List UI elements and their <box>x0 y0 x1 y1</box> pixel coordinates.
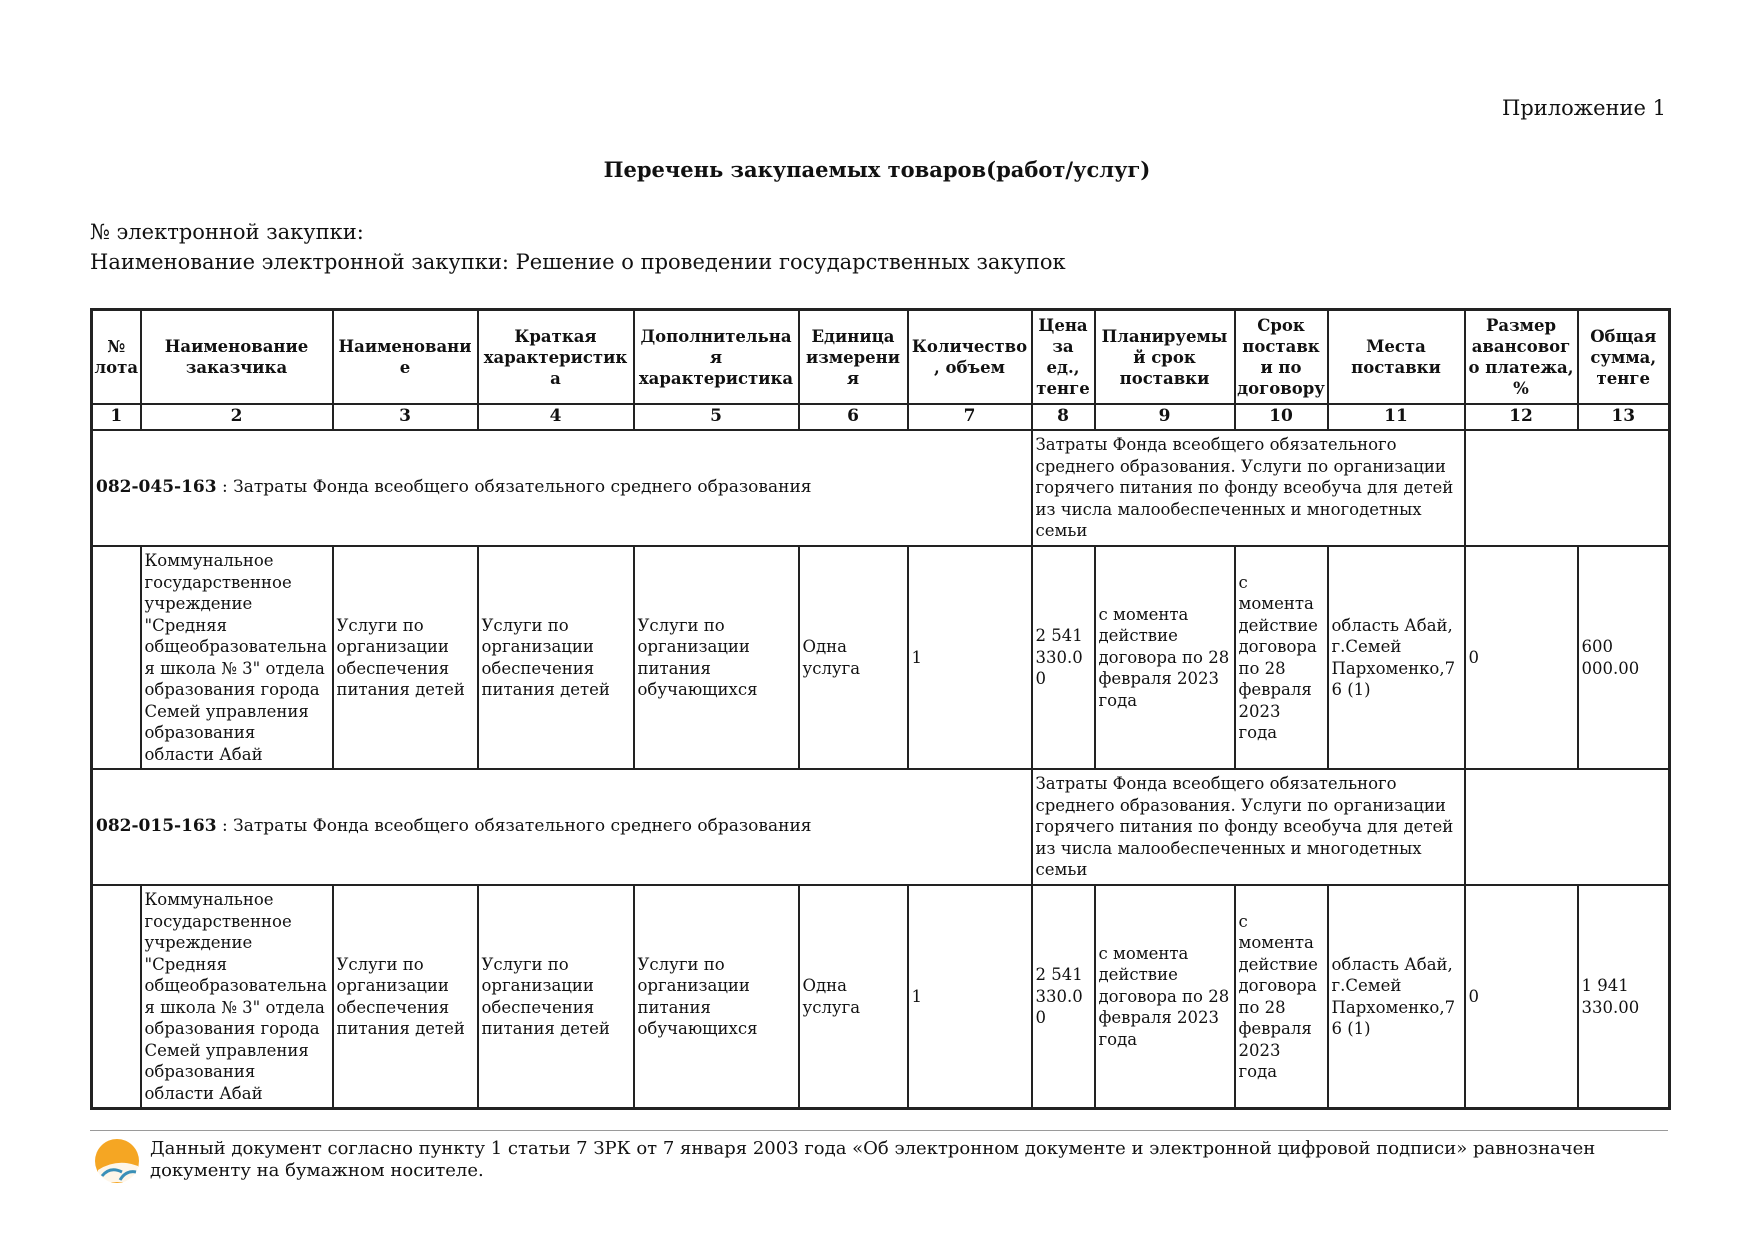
table-row <box>92 885 1670 1109</box>
header-contract-term: Срок поставки по договору <box>1235 310 1328 405</box>
procurement-name-line: Наименование электронной закупки: Решение о проведении государственных закупок <box>90 250 1066 274</box>
cell-short-characteristic: Услуги по организации обеспечения питания детей <box>478 546 634 769</box>
header-extra-characteristic: Дополнительная характеристика <box>634 310 799 405</box>
cell-planned-term: с момента действие договора по 28 февраля 2023 года <box>1095 546 1235 769</box>
budget-group-empty <box>1465 769 1670 885</box>
table-header-row <box>92 310 1670 405</box>
column-number: 2 <box>141 404 333 430</box>
cell-quantity: 1 <box>908 885 1032 1109</box>
header-item-name: Наименование <box>333 310 478 405</box>
cell-customer-name: Коммунальное государственное учреждение "Средняя общеобразовательная школа № 3" отдела образования города Семей управления образования области Абай <box>141 885 333 1109</box>
egov-sun-logo-icon <box>92 1136 142 1186</box>
column-number: 11 <box>1328 404 1465 430</box>
column-number: 12 <box>1465 404 1578 430</box>
column-number: 4 <box>478 404 634 430</box>
cell-unit: Одна услуга <box>799 885 908 1109</box>
cell-planned-term: с момента действие договора по 28 февраля 2023 года <box>1095 885 1235 1109</box>
budget-group-description: : Затраты Фонда всеобщего обязательного среднего образования <box>216 477 812 498</box>
column-number: 1 <box>92 404 141 430</box>
cell-extra-characteristic: Услуги по организации питания обучающихся <box>634 885 799 1109</box>
cell-total-amount: 1 941 330.00 <box>1578 885 1670 1109</box>
budget-group-label <box>92 430 1032 546</box>
footer-divider <box>90 1130 1668 1131</box>
column-number: 10 <box>1235 404 1328 430</box>
header-unit: Единица измерения <box>799 310 908 405</box>
header-unit-price: Цена за ед., тенге <box>1032 310 1095 405</box>
appendix-label: Приложение 1 <box>1502 96 1666 120</box>
table-row <box>92 546 1670 769</box>
budget-group-label <box>92 769 1032 885</box>
header-delivery-place: Места поставки <box>1328 310 1465 405</box>
header-total-amount: Общая сумма, тенге <box>1578 310 1670 405</box>
cell-customer-name: Коммунальное государственное учреждение "Средняя общеобразовательная школа № 3" отдела образования города Семей управления образования области Абай <box>141 546 333 769</box>
footer-legal-notice: Данный документ согласно пункту 1 статьи 7 ЗРК от 7 января 2003 года «Об электронном документе и электронной цифровой подписи» равнозначен документу на бумажном носителе. <box>150 1138 1596 1181</box>
procurement-number-label: № электронной закупки: <box>90 220 364 244</box>
cell-contract-term: с момента действие договора по 28 февраля 2023 года <box>1235 885 1328 1109</box>
cell-delivery-place: область Абай, г.Семей Пархоменко,76 (1) <box>1328 885 1465 1109</box>
budget-group-note: Затраты Фонда всеобщего обязательного среднего образования. Услуги по организации горячего питания по фонду всеобуча для детей из числа малообеспеченных и многодетных семьи <box>1032 430 1465 546</box>
header-short-characteristic: Краткая характеристика <box>478 310 634 405</box>
header-quantity: Количество, объем <box>908 310 1032 405</box>
cell-unit: Одна услуга <box>799 546 908 769</box>
header-lot-number: № лота <box>92 310 141 405</box>
column-number: 7 <box>908 404 1032 430</box>
budget-group-code: 082-015-163 <box>96 816 217 837</box>
budget-group-note: Затраты Фонда всеобщего обязательного среднего образования. Услуги по организации горячего питания по фонду всеобуча для детей из числа малообеспеченных и многодетных семьи <box>1032 769 1465 885</box>
cell-contract-term: с момента действие договора по 28 февраля 2023 года <box>1235 546 1328 769</box>
procurement-items-table <box>90 308 1671 1110</box>
cell-advance-payment: 0 <box>1465 546 1578 769</box>
column-number: 13 <box>1578 404 1670 430</box>
budget-group-empty <box>1465 430 1670 546</box>
column-number: 6 <box>799 404 908 430</box>
cell-short-characteristic: Услуги по организации обеспечения питания детей <box>478 885 634 1109</box>
document-title: Перечень закупаемых товаров(работ/услуг) <box>603 157 1151 182</box>
budget-group-row <box>92 769 1670 885</box>
cell-advance-payment: 0 <box>1465 885 1578 1109</box>
cell-unit-price: 2 541 330.00 <box>1032 546 1095 769</box>
cell-total-amount: 600 000.00 <box>1578 546 1670 769</box>
column-number: 5 <box>634 404 799 430</box>
column-number: 9 <box>1095 404 1235 430</box>
cell-quantity: 1 <box>908 546 1032 769</box>
column-number: 3 <box>333 404 478 430</box>
cell-extra-characteristic: Услуги по организации питания обучающихся <box>634 546 799 769</box>
budget-group-code: 082-045-163 <box>96 477 217 498</box>
header-advance-payment: Размер авансового платежа, % <box>1465 310 1578 405</box>
header-planned-term: Планируемый срок поставки <box>1095 310 1235 405</box>
header-customer-name: Наименование заказчика <box>141 310 333 405</box>
cell-unit-price: 2 541 330.00 <box>1032 885 1095 1109</box>
column-number: 8 <box>1032 404 1095 430</box>
budget-group-row <box>92 430 1670 546</box>
cell-item-name: Услуги по организации обеспечения питания детей <box>333 546 478 769</box>
budget-group-description: : Затраты Фонда всеобщего обязательного среднего образования <box>216 816 812 837</box>
cell-lot-number <box>92 546 141 769</box>
column-number-row <box>92 404 1670 430</box>
cell-lot-number <box>92 885 141 1109</box>
cell-delivery-place: область Абай, г.Семей Пархоменко,76 (1) <box>1328 546 1465 769</box>
cell-item-name: Услуги по организации обеспечения питания детей <box>333 885 478 1109</box>
